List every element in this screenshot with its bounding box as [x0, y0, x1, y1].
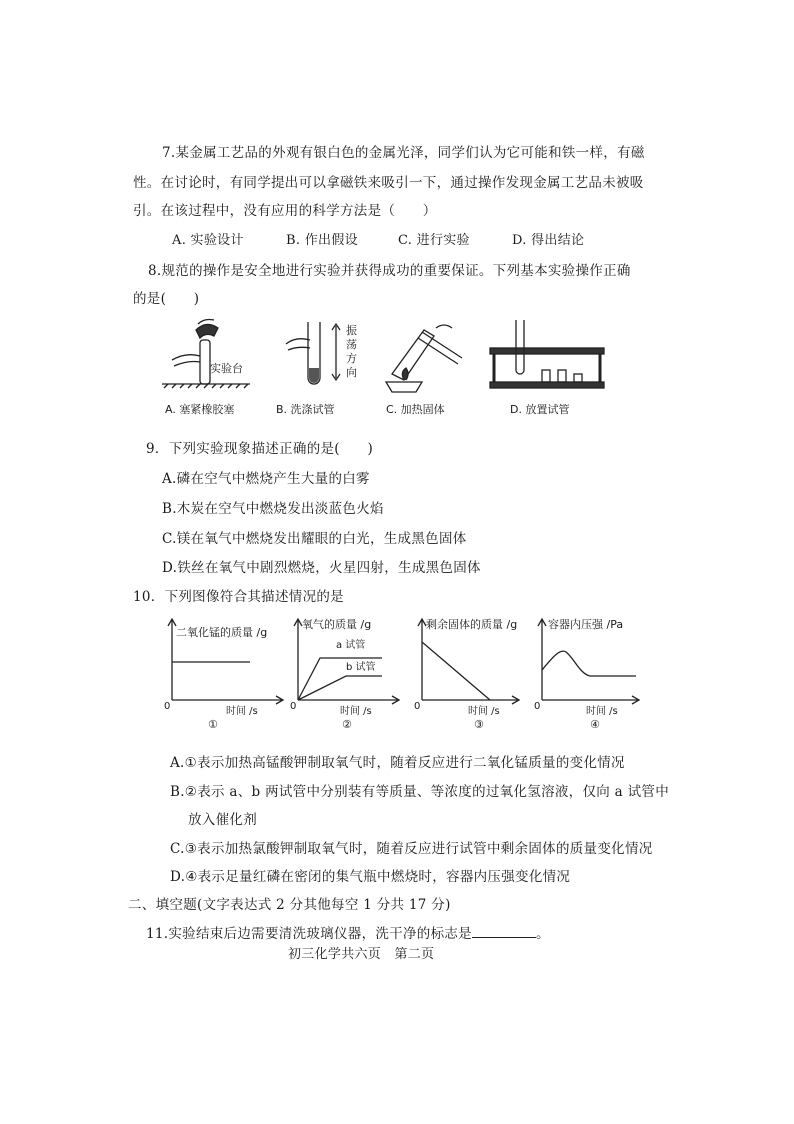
- graph4-origin: 0: [534, 701, 541, 712]
- figure-b-wash-tube: [286, 322, 340, 384]
- q8-apparatus-figure: [160, 318, 610, 396]
- q11-line: [146, 925, 550, 943]
- q7-option-d: D. 得出结论: [512, 233, 585, 248]
- graph1-origin: 0: [164, 701, 171, 712]
- q7-option-b: B. 作出假设: [286, 233, 358, 248]
- q11-answer-blank[interactable]: [472, 925, 536, 938]
- svg-text:向: 向: [346, 366, 357, 379]
- q10-option-c: C.③表示加热氯酸钾制取氧气时，随着反应进行试管中剩余固体的质量变化情况: [170, 841, 653, 857]
- q9-option-a: A.磷在空气中燃烧产生大量的白雾: [162, 471, 370, 487]
- graph3-xlabel: 时间 /s: [468, 706, 500, 717]
- q7-line2: 性。在讨论时，有同学提出可以拿磁铁来吸引一下，通过操作发现金属工艺品未被吸: [133, 175, 644, 191]
- graph-4: [538, 619, 639, 704]
- graph1-number: ①: [208, 718, 218, 731]
- page-footer: 初三化学共六页 第二页: [288, 947, 435, 962]
- graph4-number: ④: [590, 718, 600, 731]
- graph2-origin: 0: [290, 701, 297, 712]
- q10-graphs: [150, 612, 650, 736]
- label-table: 实验台: [210, 362, 243, 375]
- q7-option-a: A. 实验设计: [172, 233, 244, 248]
- graph2-line-b: [298, 676, 382, 700]
- graph2-number: ②: [342, 718, 352, 731]
- q9-option-b: B.木炭在空气中燃烧发出淡蓝色火焰: [162, 501, 384, 517]
- graph2-series-b: b 试管: [346, 662, 376, 673]
- q7-line3: 引。在该过程中，没有应用的科学方法是（ ）: [133, 203, 437, 219]
- graph3-origin: 0: [414, 701, 421, 712]
- svg-text:方: 方: [346, 352, 357, 365]
- q8-line2: 的是( ): [133, 291, 200, 307]
- graph4-curve: [542, 651, 636, 676]
- q11-end: 。: [535, 926, 550, 942]
- graph2-xlabel: 时间 /s: [340, 706, 372, 717]
- figure-d-tube-rack: [490, 320, 604, 388]
- q9-stem: 9．下列实验现象描述正确的是( ): [146, 441, 374, 457]
- graph2-series-a: a 试管: [336, 640, 366, 651]
- label-shake: 振: [346, 324, 357, 337]
- graph1-xlabel: 时间 /s: [226, 706, 258, 717]
- q9-option-c: C.镁在氧气中燃烧发出耀眼的白光，生成黑色固体: [162, 531, 467, 547]
- q10-option-b: B.②表示 a、b 两试管中分别装有等质量、等浓度的过氧化氢溶液，仅向 a 试管中: [170, 784, 670, 800]
- q8-caption-a: A. 塞紧橡胶塞: [165, 403, 235, 416]
- q10-option-d: D.④表示足量红磷在密闭的集气瓶中燃烧时，容器内压强变化情况: [170, 869, 571, 885]
- q10-option-a: A.①表示加热高锰酸钾制取氧气时，随着反应进行二氧化锰质量的变化情况: [170, 755, 625, 771]
- figure-c-heat-solid: [386, 325, 462, 392]
- q7-line1: 7.某金属工艺品的外观有银白色的金属光泽，同学们认为它可能和铁一样，有磁: [162, 145, 645, 161]
- section-2-heading: 二、填空题(文字表达式 2 分其他每空 1 分共 17 分): [128, 897, 451, 913]
- q8-line1: 8.规范的操作是安全地进行实验并获得成功的重要保证。下列基本实验操作正确: [148, 263, 631, 279]
- graph-3: [418, 619, 519, 704]
- q8-caption-b: B. 洗涤试管: [276, 403, 335, 416]
- graph3-number: ③: [474, 718, 484, 731]
- q8-caption-d: D. 放置试管: [510, 403, 570, 416]
- q8-caption-c: C. 加热固体: [386, 403, 445, 416]
- graph3-line: [422, 642, 490, 700]
- q7-option-c: C. 进行实验: [398, 233, 470, 248]
- q10-stem: 10．下列图像符合其描述情况的是: [133, 589, 344, 605]
- figure-a-stopper: [162, 320, 250, 389]
- svg-text:荡: 荡: [346, 338, 357, 351]
- q10-option-b-cont: 放入催化剂: [188, 812, 257, 828]
- graph4-ylabel: 容器内压强 /Pa: [548, 618, 624, 631]
- q9-option-d: D.铁丝在氧气中剧烈燃烧，火星四射，生成黑色固体: [162, 560, 481, 576]
- q11-stem: 11.实验结束后边需要清洗玻璃仪器，洗干净的标志是: [146, 926, 472, 942]
- graph3-ylabel: 剩余固体的质量 /g: [426, 618, 518, 631]
- graph1-ylabel: 二氧化锰的质量 /g: [176, 626, 268, 639]
- graph2-ylabel: 氧气的质量 /g: [302, 618, 372, 631]
- graph4-xlabel: 时间 /s: [586, 706, 618, 717]
